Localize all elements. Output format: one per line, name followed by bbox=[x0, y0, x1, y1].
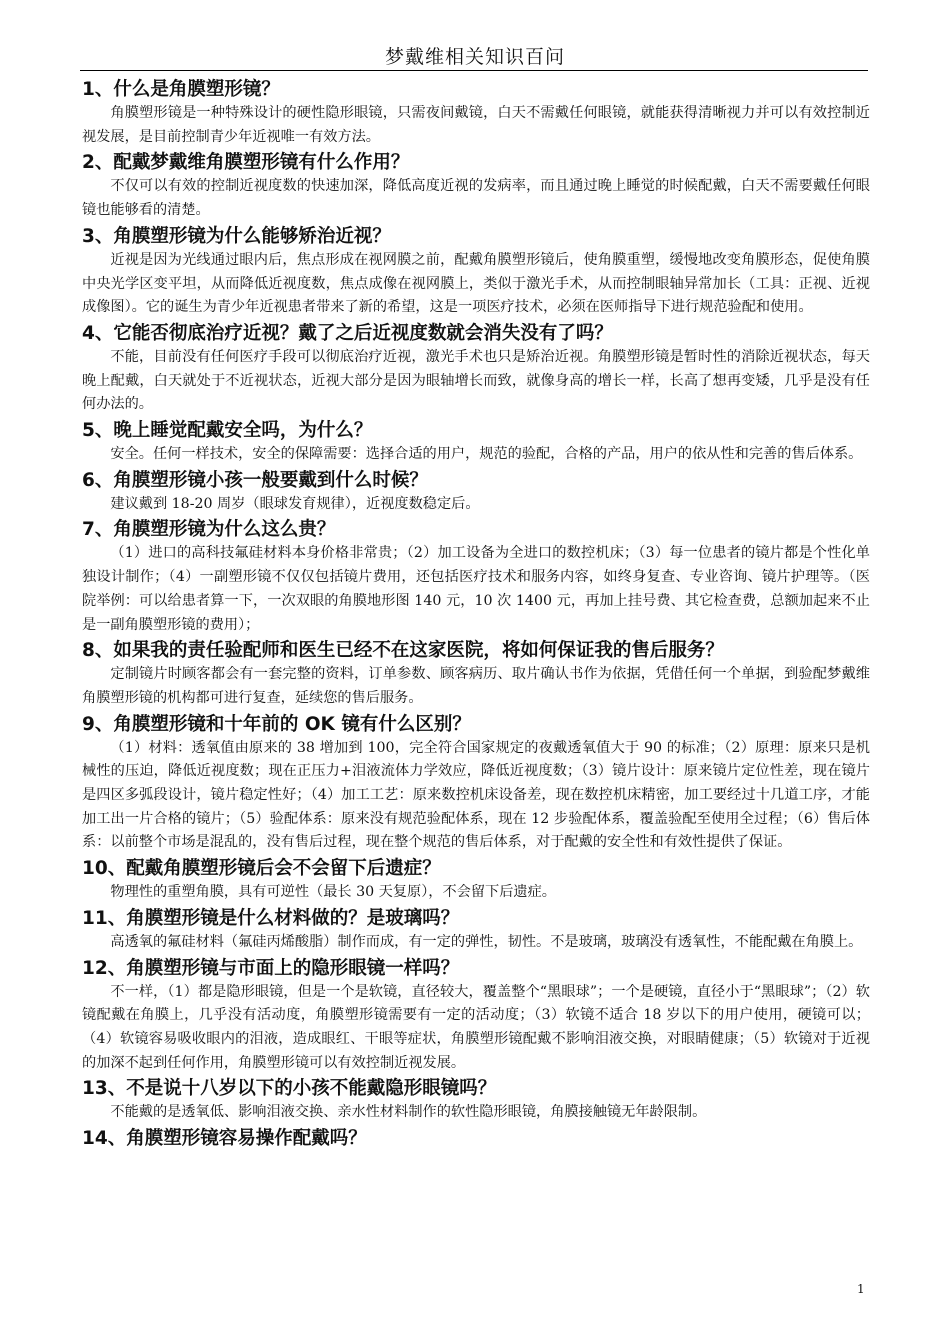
faq-answer: 不仅可以有效的控制近视度数的快速加深，降低高度近视的发病率，而且通过晚上睡觉的时候配戴，白天不需要戴任何眼镜也能够看的清楚。 bbox=[82, 178, 870, 219]
faq-question: 3、角膜塑形镜为什么能够矫治近视？ bbox=[82, 225, 391, 247]
faq-answer: （1）材料：透氧值由原来的 38 增加到 100，完全符合国家规定的夜戴透氧值大于 90 的标准；（2）原理：原来只是机械性的压迫，降低近视度数；现在正压力+泪液流体力学效应，降低近视度数；（3）镜片设计：原来镜片定位性差，现在镜片是四区多弧段设计，镜片稳定性好；（4）加工工艺：原来数控机床设备差，现在数控机床精密，加工要经过十几道工序，才能加工出一片合格的镜片；（5）验配体系：原来没有规范验配体系，现在 12 步验配体系，覆盖验配至使用全过程；（6）售后体系：以前整个市场是混乱的，没有售后过程，现在整个规范的售后体系，对于配戴的安全性和有效性提供了保证。 bbox=[82, 739, 870, 851]
faq-question: 1、什么是角膜塑形镜？ bbox=[82, 79, 280, 100]
faq-answer: 物理性的重塑角膜，具有可逆性（最长 30 天复原），不会留下后遗症。 bbox=[110, 884, 556, 901]
faq-answer: 安全。任何一样技术，安全的保障需要：选择合适的用户，规范的验配，合格的产品，用户的依从性和完善的售后体系。 bbox=[110, 446, 863, 463]
faq-question: 10、配戴角膜塑形镜后会不会留下后遗症？ bbox=[82, 858, 441, 880]
faq-answer: 角膜塑形镜是一种特殊设计的硬性隐形眼镜，只需夜间戴镜，白天不需戴任何眼镜，就能获得清晰视力并可以有效控制近视发展，是目前控制青少年近视唯一有效方法。 bbox=[82, 105, 870, 145]
faq-question: 4、它能否彻底治疗近视？戴了之后近视度数就会消失没有了吗？ bbox=[82, 322, 613, 344]
faq-answer: 不能戴的是透氧低、影响泪液交换、亲水性材料制作的软性隐形眼镜，角膜接触镜无年龄限制。 bbox=[110, 1104, 707, 1121]
faq-question: 5、晚上睡觉配戴安全吗，为什么？ bbox=[82, 420, 373, 442]
faq-question: 11、角膜塑形镜是什么材料做的？是玻璃吗？ bbox=[82, 907, 460, 929]
faq-question: 2、配戴梦戴维角膜塑形镜有什么作用？ bbox=[82, 152, 410, 174]
faq-answer: 近视是因为光线通过眼内后，焦点形成在视网膜之前，配戴角膜塑形镜后，使角膜重塑，缓慢地改变角膜形态，促使角膜中央光学区变平坦，从而降低近视度数，焦点成像在视网膜上，类似于激光手术，从而控制眼轴异常加长（工具：正视、近视成像图）。它的诞生为青少年近视患者带来了新的希望，这是一项医疗技术，必须在医师指导下进行规范验配和使用。 bbox=[82, 251, 870, 316]
faq-answer: 不能，目前没有任何医疗手段可以彻底治疗近视，激光手术也只是矫治近视。角膜塑形镜是暂时性的消除近视状态，每天晚上配戴，白天就处于不近视状态，近视大部分是因为眼轴增长而致，就像身高的增长一样，长高了想再变矮，几乎是没有任何办法的。 bbox=[82, 348, 870, 413]
faq-question: 7、角膜塑形镜为什么这么贵？ bbox=[82, 519, 336, 541]
page-number: 1 bbox=[857, 1282, 865, 1296]
faq-answer: 定制镜片时顾客都会有一套完整的资料，订单参数、顾客病历、取片确认书作为依据，凭借任何一个单据，到验配梦戴维角膜塑形镜的机构都可进行复查，延续您的售后服务。 bbox=[82, 666, 870, 706]
document-title: 梦戴维相关知识百问 bbox=[384, 46, 565, 68]
faq-answer: （1）进口的高科技氟硅材料本身价格非常贵；（2）加工设备为全进口的数控机床；（3）每一位患者的镜片都是个性化单独设计制作；（4）一副塑形镜不仅仅包括镜片费用，还包括医疗技术和服务内容，如终身复查、专业咨询、镜片护理等。（医院举例：可以给患者算一下，一次双眼的角膜地形图 140 元，10 次 1400 元，再加上挂号费、其它检查费，总额加起来不止是一副角膜塑形镜的费用）； bbox=[82, 545, 870, 633]
faq-question: 9、角膜塑形镜和十年前的 OK 镜有什么区别？ bbox=[82, 713, 471, 735]
faq-question: 14、角膜塑形镜容易操作配戴吗？ bbox=[82, 1128, 367, 1150]
faq-answer: 高透氧的氟硅材料（氟硅丙烯酸脂）制作而成，有一定的弹性，韧性。不是玻璃，玻璃没有透氧性，不能配戴在角膜上。 bbox=[110, 933, 863, 950]
faq-question: 8、如果我的责任验配师和医生已经不在这家医院，将如何保证我的售后服务？ bbox=[82, 640, 724, 662]
header-rule bbox=[80, 70, 868, 71]
faq-question: 6、角膜塑形镜小孩一般要戴到什么时候？ bbox=[82, 469, 428, 491]
faq-answer: 建议戴到 18-20 周岁（眼球发育规律），近视度数稳定后。 bbox=[110, 495, 480, 512]
faq-question: 12、角膜塑形镜与市面上的隐形眼镜一样吗？ bbox=[82, 957, 460, 979]
faq-answer: 不一样，（1）都是隐形眼镜，但是一个是软镜，直径较大，覆盖整个“黑眼球”；一个是硬镜，直径小于“黑眼球”；（2）软镜配戴在角膜上，几乎没有活动度，角膜塑形镜需要有一定的活动度；（3）软镜不适合 18 岁以下的用户使用，硬镜可以；（4）软镜容易吸收眼内的泪液，造成眼红、干眼等症状，角膜塑形镜配戴不影响泪液交换，对眼睛健康；（5）软镜对于近视的加深不起到任何作用，角膜塑形镜可以有效控制近视发展。 bbox=[82, 983, 870, 1071]
faq-question: 13、不是说十八岁以下的小孩不能戴隐形眼镜吗？ bbox=[82, 1078, 497, 1100]
faq-list bbox=[82, 77, 870, 1151]
